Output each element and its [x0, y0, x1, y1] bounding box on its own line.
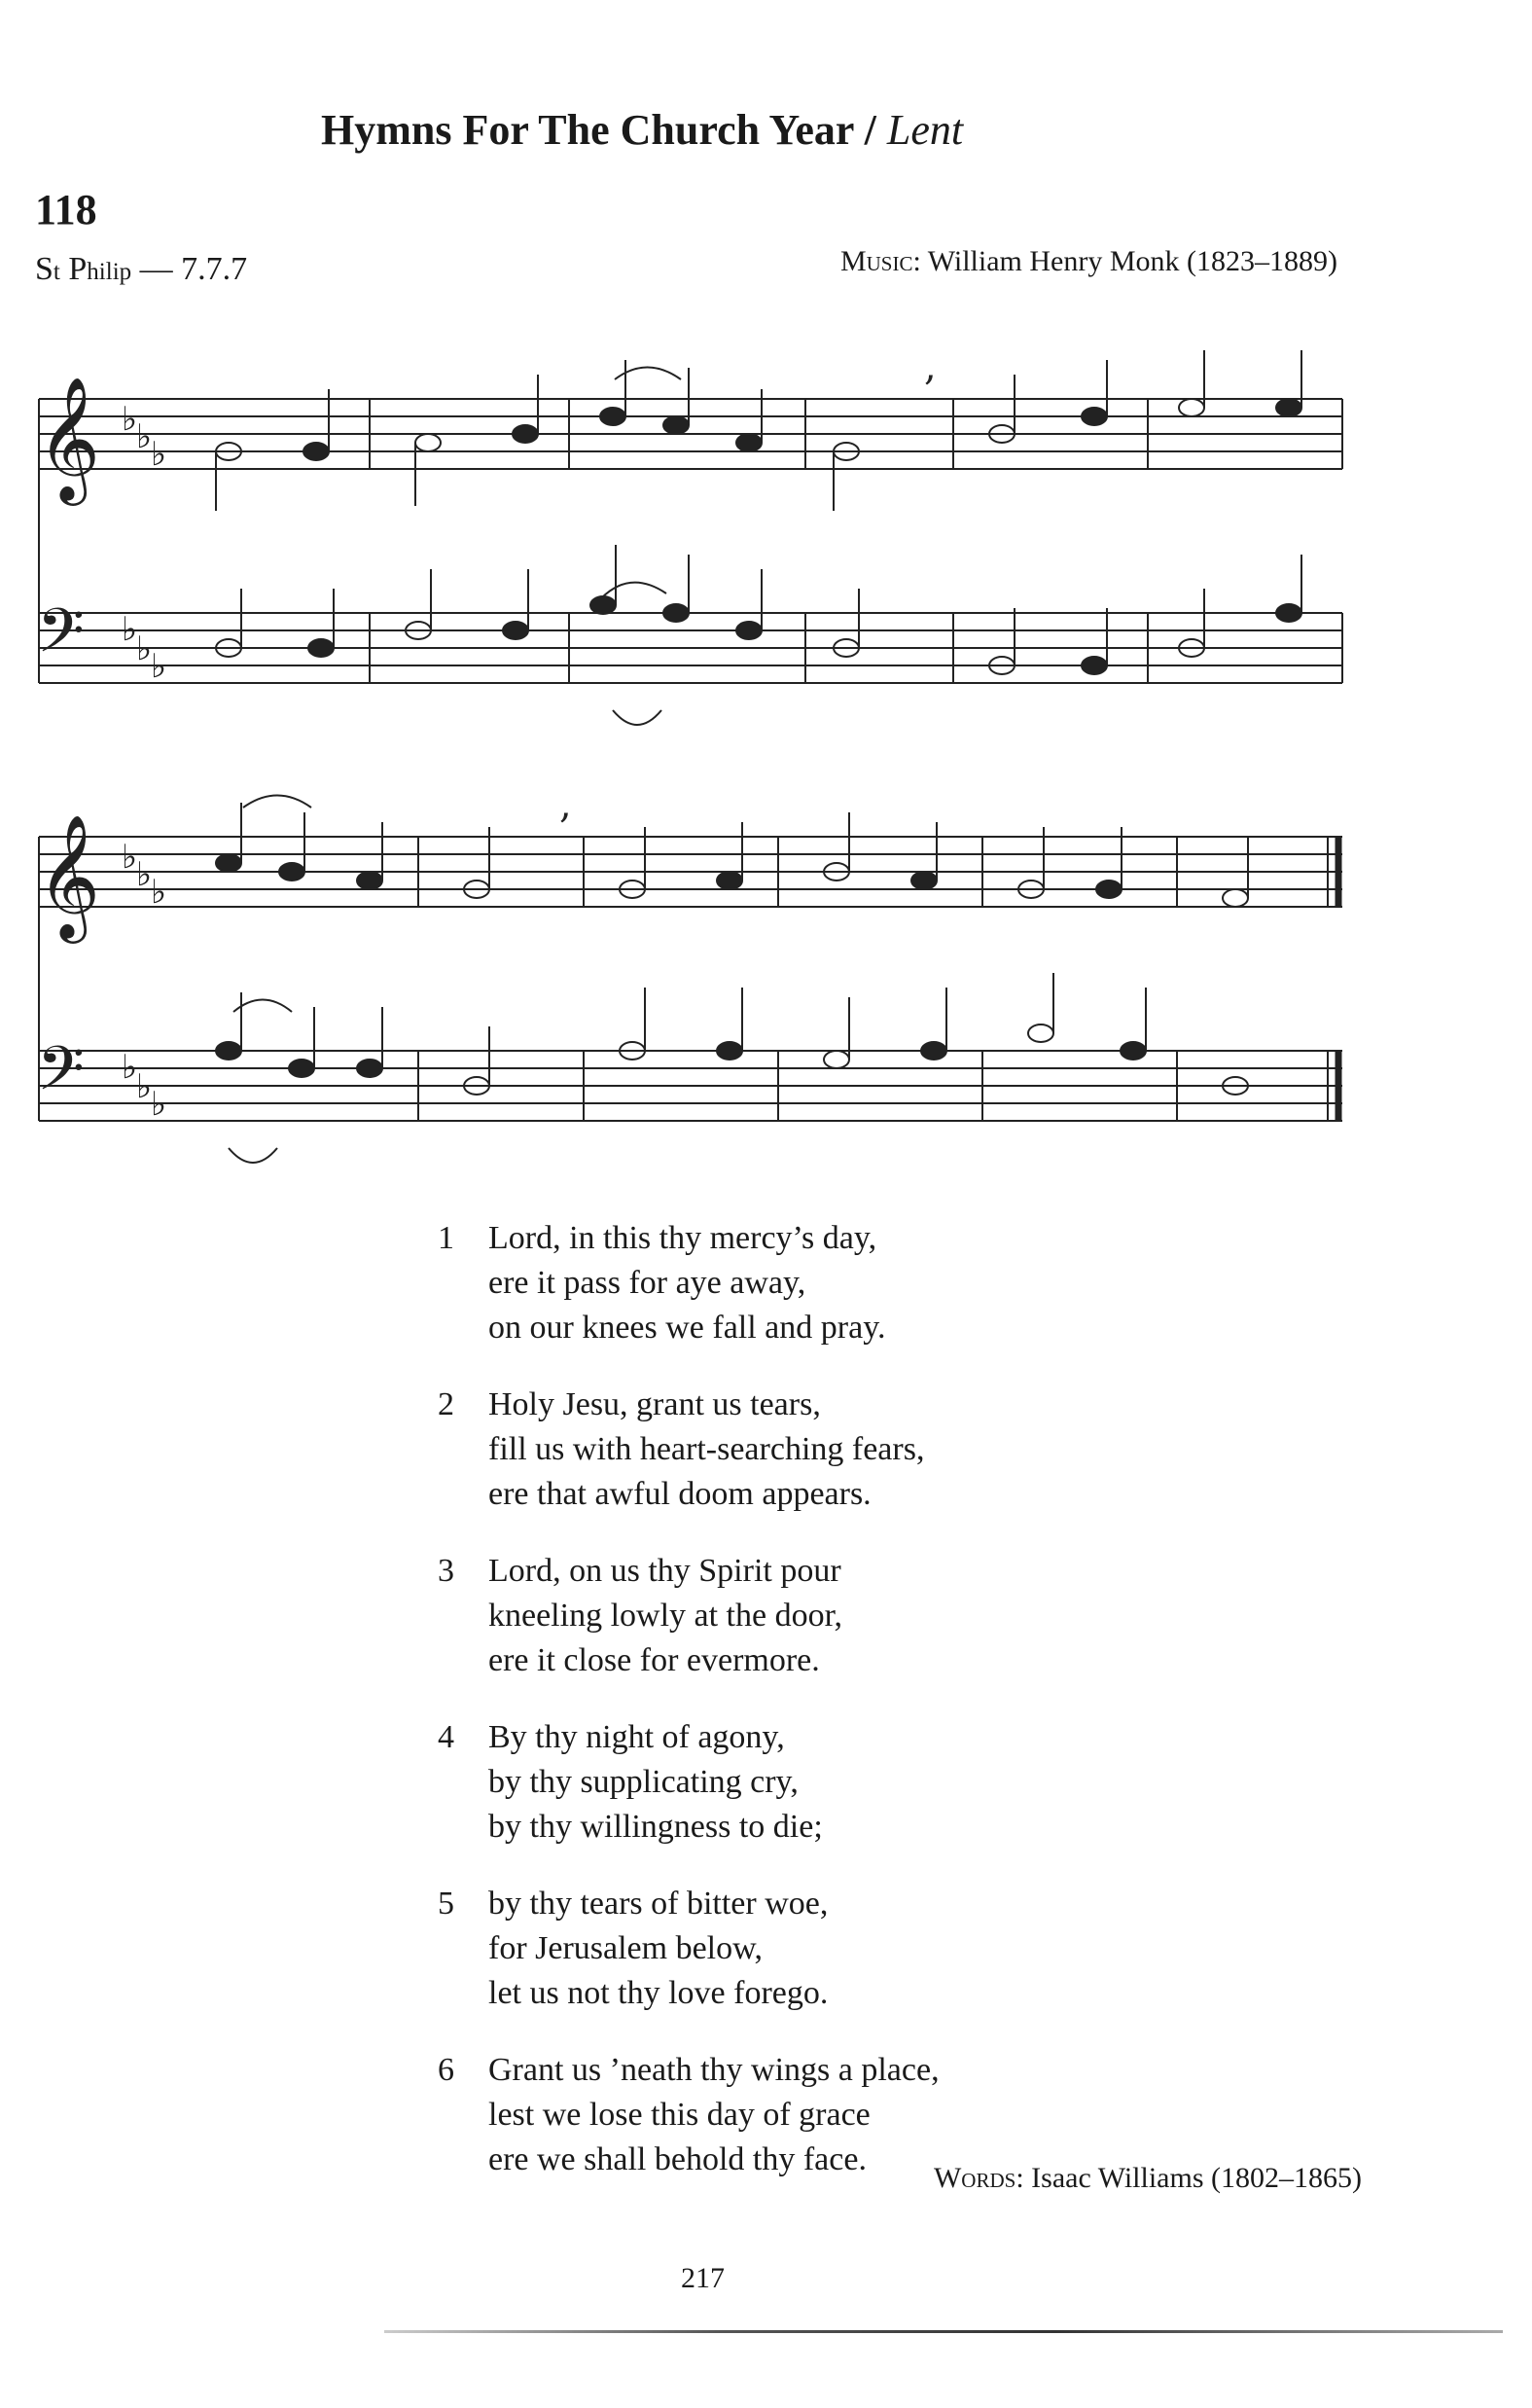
- tune-name: [35, 251, 247, 288]
- svg-text:,: ,: [559, 788, 572, 827]
- verse-number: 4: [438, 1719, 454, 1755]
- verse-line: ere that awful doom appears.: [488, 1476, 872, 1512]
- tune-initial-1: S: [35, 251, 53, 287]
- tune-rest-2: hilip: [87, 259, 132, 285]
- verse-line: ere it pass for aye away,: [488, 1265, 806, 1301]
- page-header: [321, 105, 963, 155]
- score-system-2: [0, 788, 1381, 1197]
- score-system-1: [0, 350, 1381, 759]
- verse-line: Grant us ’neath thy wings a place,: [488, 2052, 940, 2088]
- svg-text:♭: ♭: [136, 629, 153, 668]
- verse-number: 3: [438, 1553, 454, 1589]
- verse-number: 5: [438, 1886, 454, 1922]
- verse-1: [438, 1216, 1119, 1350]
- music-composer: William Henry Monk (1823–1889): [920, 245, 1337, 277]
- header-section: Lent: [886, 106, 964, 154]
- verse-number: 1: [438, 1220, 454, 1256]
- svg-text:♭: ♭: [122, 400, 138, 439]
- svg-text:𝄞: 𝄞: [37, 813, 101, 938]
- words-label: Words:: [933, 2162, 1024, 2194]
- svg-text:♭: ♭: [122, 610, 138, 649]
- svg-text:♭: ♭: [136, 1067, 153, 1106]
- verse-number: 2: [438, 1386, 454, 1422]
- svg-text:♭: ♭: [122, 1048, 138, 1087]
- verse-line: Lord, on us thy Spirit pour: [488, 1553, 841, 1589]
- svg-text:𝄞: 𝄞: [37, 376, 101, 500]
- verse-line: on our knees we fall and pray.: [488, 1310, 886, 1346]
- svg-text:𝄢: 𝄢: [37, 594, 85, 681]
- svg-text:♭: ♭: [136, 855, 153, 894]
- svg-text:♭: ♭: [151, 873, 167, 912]
- verse-line: by thy supplicating cry,: [488, 1764, 799, 1800]
- verse-line: by thy willingness to die;: [488, 1809, 823, 1845]
- hymn-number: 118: [35, 186, 97, 234]
- verse-line: kneeling lowly at the door,: [488, 1598, 843, 1634]
- footer-rule: [384, 2330, 1503, 2333]
- verse-number: 6: [438, 2052, 454, 2088]
- verse-4: [438, 1715, 1119, 1850]
- music-label: Music:: [839, 245, 921, 277]
- verse-line: Holy Jesu, grant us tears,: [488, 1386, 821, 1422]
- page-number: 217: [681, 2262, 725, 2294]
- verse-line: lest we lose this day of grace: [488, 2097, 871, 2133]
- tune-meter: — 7.7.7: [131, 251, 248, 287]
- verse-line: Lord, in this thy mercy’s day,: [488, 1220, 877, 1256]
- svg-text:♭: ♭: [151, 647, 167, 686]
- svg-text:♭: ♭: [122, 838, 138, 877]
- words-author: Isaac Williams (1802–1865): [1023, 2162, 1362, 2194]
- words-credit: [934, 2162, 1362, 2195]
- svg-text:𝄢: 𝄢: [37, 1032, 85, 1119]
- verse-line: ere we shall behold thy face.: [488, 2141, 867, 2177]
- tune-rest-1: t: [53, 259, 60, 285]
- verse-line: let us not thy love forego.: [488, 1975, 829, 2011]
- verse-list: [438, 1216, 1119, 2214]
- tune-initial-2: P: [68, 251, 88, 287]
- svg-text:,: ,: [924, 350, 937, 389]
- verse-line: by thy tears of bitter woe,: [488, 1886, 829, 1922]
- svg-text:♭: ♭: [151, 1085, 167, 1124]
- music-credit: [840, 245, 1337, 278]
- verse-line: By thy night of agony,: [488, 1719, 785, 1755]
- verse-line: for Jerusalem below,: [488, 1930, 763, 1966]
- verse-3: [438, 1549, 1119, 1683]
- verse-line: ere it close for evermore.: [488, 1642, 820, 1678]
- svg-text:♭: ♭: [136, 417, 153, 456]
- header-title: Hymns For The Church Year /: [321, 106, 876, 154]
- verse-5: [438, 1882, 1119, 2016]
- svg-text:♭: ♭: [151, 435, 167, 474]
- verse-2: [438, 1383, 1119, 1517]
- verse-line: fill us with heart-searching fears,: [488, 1431, 925, 1467]
